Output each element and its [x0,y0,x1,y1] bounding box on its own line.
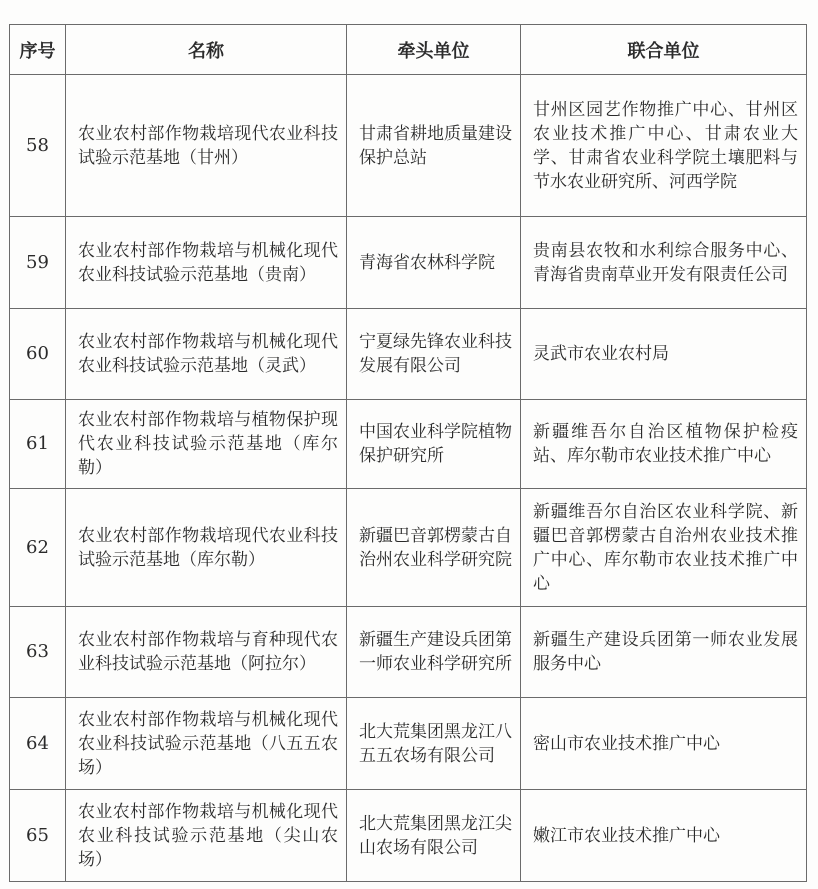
lead-unit-cell: 中国农业科学院植物保护研究所 [347,400,521,489]
partner-units-cell: 甘州区园艺作物推广中心、甘州区农业技术推广中心、甘肃农业大学、甘肃省农业科学院土壤肥料与节水农业研究所、河西学院 [521,75,807,217]
name-cell: 农业农村部作物栽培与机械化现代农业科技试验示范基地（灵武） [66,309,347,400]
name-cell: 农业农村部作物栽培现代农业科技试验示范基地（甘州） [66,75,347,217]
table-row [10,489,807,607]
lead-unit-cell: 新疆巴音郭楞蒙古自治州农业科学研究院 [347,489,521,607]
seq-cell: 63 [10,607,66,698]
partner-units-cell: 新疆生产建设兵团第一师农业发展服务中心 [521,607,807,698]
lead-unit-cell: 宁夏绿先锋农业科技发展有限公司 [347,309,521,400]
table-row [10,607,807,698]
lead-unit-cell: 北大荒集团黑龙江八五五农场有限公司 [347,698,521,790]
header-lead-unit: 牵头单位 [347,25,521,75]
lead-unit-cell: 新疆生产建设兵团第一师农业科学研究所 [347,607,521,698]
lead-unit-cell: 青海省农林科学院 [347,217,521,309]
seq-cell: 59 [10,217,66,309]
base-list-table [9,24,807,882]
table-row [10,309,807,400]
seq-cell: 61 [10,400,66,489]
seq-cell: 62 [10,489,66,607]
header-name: 名称 [66,25,347,75]
seq-cell: 60 [10,309,66,400]
seq-cell: 58 [10,75,66,217]
seq-cell: 65 [10,790,66,882]
table-row [10,400,807,489]
table-row [10,75,807,217]
header-seq: 序号 [10,25,66,75]
table-header-row [10,25,807,75]
name-cell: 农业农村部作物栽培与机械化现代农业科技试验示范基地（尖山农场） [66,790,347,882]
partner-units-cell: 密山市农业技术推广中心 [521,698,807,790]
table-row [10,698,807,790]
lead-unit-cell: 北大荒集团黑龙江尖山农场有限公司 [347,790,521,882]
table-row [10,790,807,882]
name-cell: 农业农村部作物栽培与植物保护现代农业科技试验示范基地（库尔勒） [66,400,347,489]
header-partner-units: 联合单位 [521,25,807,75]
partner-units-cell: 嫩江市农业技术推广中心 [521,790,807,882]
partner-units-cell: 新疆维吾尔自治区植物保护检疫站、库尔勒市农业技术推广中心 [521,400,807,489]
partner-units-cell: 新疆维吾尔自治区农业科学院、新疆巴音郭楞蒙古自治州农业技术推广中心、库尔勒市农业技术推广中心 [521,489,807,607]
name-cell: 农业农村部作物栽培与育种现代农业科技试验示范基地（阿拉尔） [66,607,347,698]
table-row [10,217,807,309]
name-cell: 农业农村部作物栽培与机械化现代农业科技试验示范基地（贵南） [66,217,347,309]
partner-units-cell: 贵南县农牧和水利综合服务中心、青海省贵南草业开发有限责任公司 [521,217,807,309]
partner-units-cell: 灵武市农业农村局 [521,309,807,400]
lead-unit-cell: 甘肃省耕地质量建设保护总站 [347,75,521,217]
name-cell: 农业农村部作物栽培现代农业科技试验示范基地（库尔勒） [66,489,347,607]
seq-cell: 64 [10,698,66,790]
name-cell: 农业农村部作物栽培与机械化现代农业科技试验示范基地（八五五农场） [66,698,347,790]
